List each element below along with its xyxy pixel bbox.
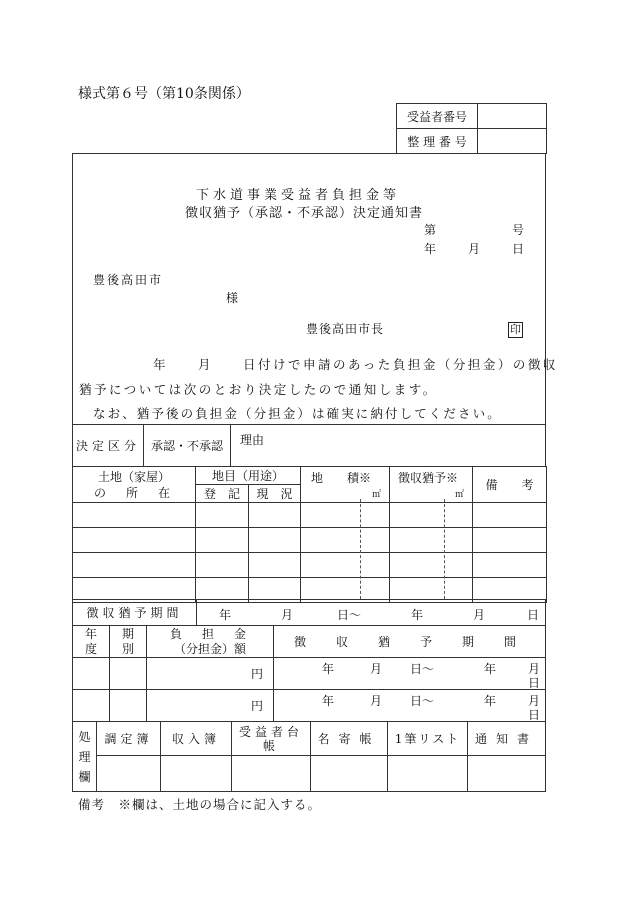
col-beneficiary-ledger: 受益者台帳 <box>232 722 311 756</box>
footnote: 備考 ※欄は、土地の場合に記入する。 <box>78 797 322 812</box>
col-notice: 通知書 <box>468 722 546 756</box>
land-cell[interactable] <box>390 528 473 553</box>
stamp-cell[interactable] <box>311 756 388 792</box>
land-table <box>72 466 547 603</box>
land-cell[interactable] <box>196 553 249 578</box>
body-line3: なお、猶予後の負担金（分担金）は確実に納付してください。 <box>93 406 502 421</box>
land-cell[interactable] <box>473 528 547 553</box>
date-day: 日 <box>512 242 525 256</box>
installment-year[interactable] <box>73 690 110 722</box>
installment-row <box>73 658 546 690</box>
deferral-area-header <box>390 467 473 503</box>
installment-term[interactable] <box>110 690 147 722</box>
ip-day: 日～ <box>410 662 435 676</box>
decision-table <box>72 424 546 467</box>
ip-month2: 月 <box>528 694 541 708</box>
area-divider <box>360 499 361 599</box>
seal-mark: 印 <box>510 323 521 336</box>
stamp-cell[interactable] <box>161 756 232 792</box>
land-cell[interactable] <box>473 553 547 578</box>
installment-period[interactable] <box>274 658 546 690</box>
yen-label: 円 <box>250 699 263 713</box>
ip-year: 年 <box>322 662 335 676</box>
ip-month2: 月 <box>528 662 541 676</box>
deferral-divider <box>444 499 445 599</box>
stamp-cell[interactable] <box>388 756 468 792</box>
term-header: 期 別 <box>110 626 147 658</box>
body-line1: 年 月 日付けで申請のあった負担金（分担金）の徴収 <box>153 357 558 372</box>
beneficiary-number-label: 受益者番号 <box>397 104 478 129</box>
period-field[interactable] <box>197 600 546 626</box>
processing-label: 処 理 欄 <box>73 722 97 792</box>
ip-day2: 日 <box>528 708 541 722</box>
land-row <box>73 553 547 578</box>
processing-table <box>72 721 546 792</box>
installment-amount[interactable] <box>147 658 274 690</box>
stamp-cell[interactable] <box>232 756 311 792</box>
period-d1: 日～ <box>337 608 362 622</box>
land-cell[interactable] <box>390 503 473 528</box>
corner-number-table <box>396 103 547 154</box>
issuer-name: 豊後高田市長 <box>306 322 385 336</box>
land-location-header-l2: の 所 在 <box>93 485 174 500</box>
period-y2: 年 <box>411 608 424 622</box>
decision-label: 決定区分 <box>73 425 144 467</box>
installment-row <box>73 690 546 722</box>
land-area-header <box>301 467 390 503</box>
land-category-header: 地目（用途） <box>196 467 301 485</box>
land-cell[interactable] <box>390 553 473 578</box>
ip-day2: 日 <box>528 676 541 690</box>
land-cell[interactable] <box>73 528 196 553</box>
stamp-cell[interactable] <box>468 756 546 792</box>
land-location-header-l1: 土地（家屋） <box>97 469 170 484</box>
amount-header-l1: 負 担 金 <box>169 626 250 641</box>
col-receipt-book: 収入簿 <box>161 722 232 756</box>
ip-month: 月 <box>370 694 383 708</box>
installment-amount[interactable] <box>147 690 274 722</box>
deferral-area-label: 徴収猶予※ <box>398 471 459 485</box>
col-name-register: 名寄帳 <box>311 722 388 756</box>
installment-table <box>72 625 546 722</box>
period-m2: 月 <box>473 608 486 622</box>
ip-day: 日～ <box>410 694 435 708</box>
recipient-city: 豊後高田市 <box>93 273 164 287</box>
land-cell[interactable] <box>249 503 301 528</box>
period-m1: 月 <box>281 608 294 622</box>
ip-year2: 年 <box>484 662 497 676</box>
reason-field[interactable] <box>231 425 546 467</box>
installment-period[interactable] <box>274 690 546 722</box>
period-y1: 年 <box>219 608 232 622</box>
title-line2: 徴収猶予（承認・不承認）決定通知書 <box>185 206 424 221</box>
period-d2: 日 <box>527 608 540 622</box>
land-area-unit: ㎡ <box>372 490 382 500</box>
land-cell[interactable] <box>249 553 301 578</box>
beneficiary-number-field[interactable] <box>478 104 547 129</box>
land-remarks-header: 備 考 <box>473 467 547 503</box>
yen-label: 円 <box>250 667 263 681</box>
ip-year: 年 <box>322 694 335 708</box>
amount-header <box>147 626 274 658</box>
amount-header-l2: （分担金）額 <box>173 641 246 656</box>
registry-header: 登 記 <box>196 485 249 503</box>
date-year: 年 <box>424 242 437 256</box>
installment-year[interactable] <box>73 658 110 690</box>
land-cell[interactable] <box>196 503 249 528</box>
installment-term[interactable] <box>110 658 147 690</box>
land-cell[interactable] <box>73 553 196 578</box>
recipient-sama: 様 <box>226 291 239 305</box>
land-cell[interactable] <box>301 553 390 578</box>
seal-box <box>508 318 523 338</box>
land-cell[interactable] <box>196 528 249 553</box>
land-row <box>73 528 547 553</box>
deferral-area-unit: ㎡ <box>455 490 465 500</box>
period-table <box>72 599 546 626</box>
deferral-period-header: 徴 収 猶 予 期 間 <box>274 626 546 658</box>
form-label: 様式第６号（第10条関係） <box>78 86 250 102</box>
land-row <box>73 503 547 528</box>
body-line2: 猶予については次のとおり決定したので通知します。 <box>79 382 438 397</box>
date-month: 月 <box>468 242 481 256</box>
stamp-cell[interactable] <box>97 756 161 792</box>
number-go: 号 <box>512 223 525 237</box>
land-location-header <box>73 467 196 503</box>
period-label: 徴収猶予期間 <box>73 600 197 626</box>
ip-month: 月 <box>370 662 383 676</box>
land-cell[interactable] <box>473 503 547 528</box>
land-cell[interactable] <box>301 503 390 528</box>
land-cell[interactable] <box>73 503 196 528</box>
ip-year2: 年 <box>484 694 497 708</box>
reason-label: 理由 <box>240 433 265 447</box>
fiscal-year-header: 年 度 <box>73 626 110 658</box>
land-area-label: 地 積※ <box>311 471 372 485</box>
reference-number-field[interactable] <box>478 129 547 154</box>
land-cell[interactable] <box>301 528 390 553</box>
number-dai: 第 <box>424 223 437 237</box>
land-cell[interactable] <box>249 528 301 553</box>
reference-number-label: 整 理 番 号 <box>397 129 478 154</box>
decision-value[interactable]: 承認・不承認 <box>144 425 231 467</box>
title-line1: 下水道事業受益者負担金等 <box>196 188 401 203</box>
col-parcel-list: 1筆リスト <box>388 722 468 756</box>
col-assessment-book: 調定簿 <box>97 722 161 756</box>
current-header: 現 況 <box>249 485 301 503</box>
